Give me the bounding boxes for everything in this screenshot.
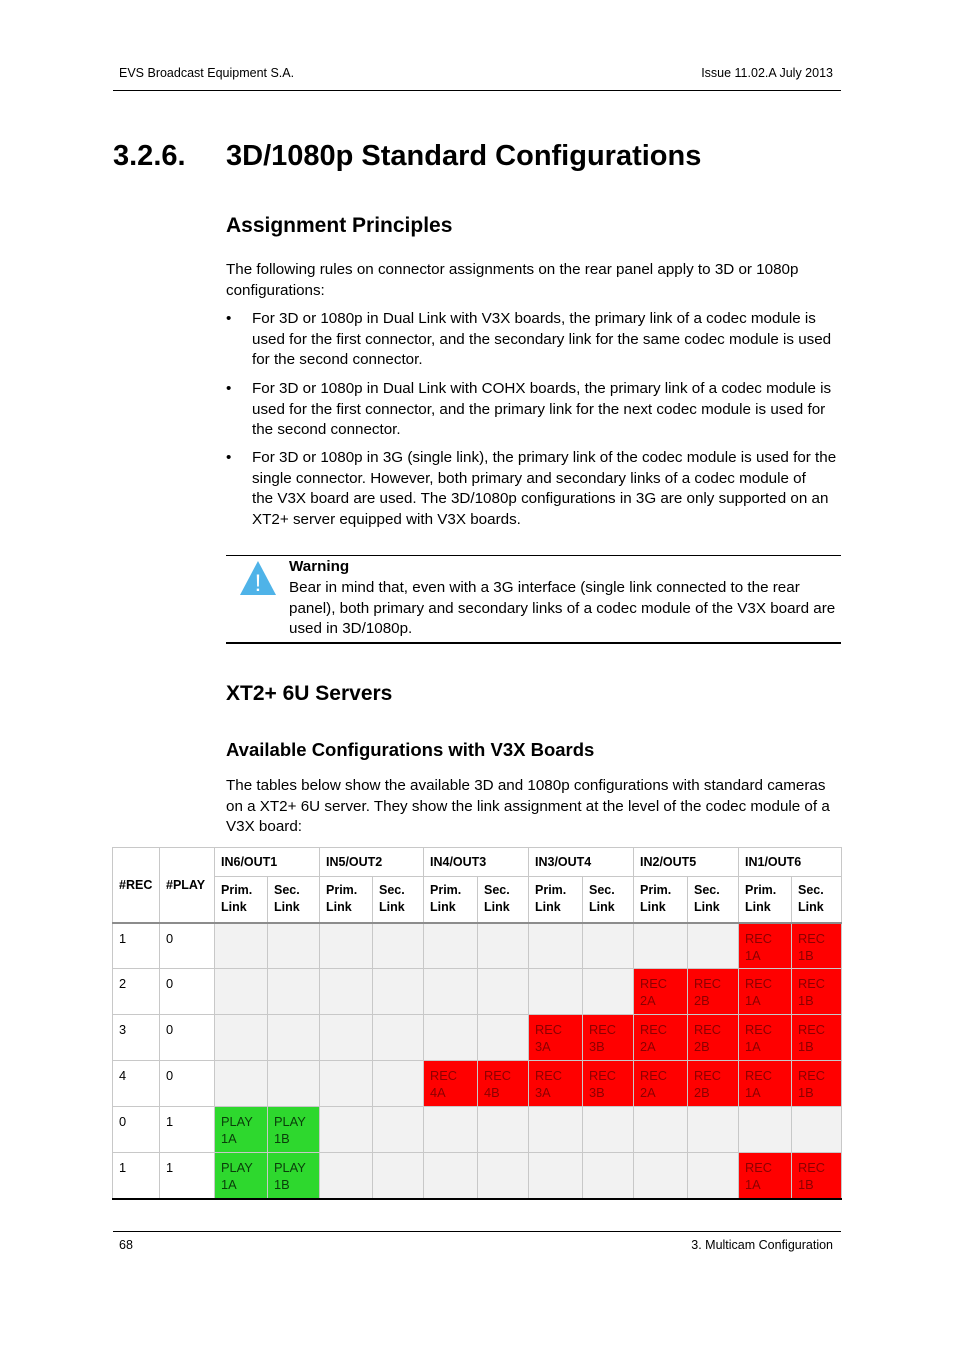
header-company: EVS Broadcast Equipment S.A. <box>119 66 295 80</box>
empty-cell <box>478 923 529 969</box>
rec-link-cell <box>792 1015 842 1061</box>
cell-label: REC <box>640 1068 668 1083</box>
rec-count-cell: 1 <box>113 923 160 969</box>
empty-cell <box>634 1107 688 1153</box>
cell-label: REC <box>745 976 773 991</box>
group-header: IN4/OUT3 <box>424 848 529 877</box>
assignment-intro <box>226 260 842 301</box>
cell-link-id: 2A <box>640 1039 656 1054</box>
empty-cell <box>373 1015 424 1061</box>
assignment-heading: Assignment Principles <box>226 214 453 237</box>
cell-label: PLAY <box>274 1114 306 1129</box>
cell-label: REC <box>694 1022 722 1037</box>
header-line: Link <box>430 900 456 915</box>
bullet-line: For 3D or 1080p in Dual Link with V3X boards, the primary link of a codec module is <box>252 310 816 327</box>
rec-count-cell: 1 <box>113 1153 160 1199</box>
sec-link-header <box>373 877 424 923</box>
cell-label: REC <box>798 1068 826 1083</box>
header-line: Prim. <box>430 883 462 898</box>
header-line: Sec. <box>798 883 824 898</box>
empty-cell <box>688 1107 739 1153</box>
table-row <box>113 1153 842 1199</box>
section-title <box>113 140 701 173</box>
header-line: Link <box>694 900 720 915</box>
cell-link-id: 2A <box>640 993 656 1008</box>
intro-line: on a XT2+ 6U server. They show the link assignment at the level of the codec module of a <box>226 797 830 815</box>
bullet-dot: • <box>226 380 232 397</box>
cell-link-id: 4A <box>430 1085 446 1100</box>
rec-link-cell <box>739 1061 792 1107</box>
rec-link-cell <box>739 1153 792 1199</box>
prim-link-header <box>320 877 373 923</box>
empty-cell <box>268 1015 320 1061</box>
footer-chapter: 3. Multicam Configuration <box>691 1238 833 1252</box>
empty-cell <box>424 923 478 969</box>
cell-label: PLAY <box>221 1160 253 1175</box>
empty-cell <box>529 1153 583 1199</box>
cell-label: REC <box>745 1068 773 1083</box>
empty-cell <box>424 1015 478 1061</box>
empty-cell <box>215 969 268 1015</box>
cell-link-id: 1A <box>221 1177 237 1192</box>
cell-link-id: 1B <box>798 1177 814 1192</box>
rec-link-cell <box>792 1061 842 1107</box>
bullet-line: used for the first connector, and the secondary link for the same codec module is used <box>252 330 832 348</box>
header-line: Sec. <box>379 883 405 898</box>
intro-line: configurations: <box>226 281 325 299</box>
empty-cell <box>424 969 478 1015</box>
empty-cell <box>529 969 583 1015</box>
rec-link-cell <box>478 1061 529 1107</box>
empty-cell <box>320 923 373 969</box>
cell-link-id: 1B <box>274 1131 290 1146</box>
rec-link-cell <box>583 1015 634 1061</box>
header-line: Sec. <box>589 883 615 898</box>
cell-label: REC <box>589 1068 617 1083</box>
cell-link-id: 1B <box>798 1039 814 1054</box>
play-link-cell <box>268 1107 320 1153</box>
play-count-cell: 0 <box>160 1015 215 1061</box>
empty-cell <box>634 923 688 969</box>
cell-label: REC <box>745 1022 773 1037</box>
play-count-cell: 0 <box>160 1061 215 1107</box>
rec-link-cell <box>634 969 688 1015</box>
cell-label: REC <box>640 1022 668 1037</box>
header-line: Link <box>589 900 615 915</box>
rec-link-cell <box>792 1153 842 1199</box>
cell-label: REC <box>745 930 773 946</box>
bullet-item <box>226 309 842 371</box>
empty-cell <box>320 1015 373 1061</box>
intro-line: The tables below show the available 3D and 1080p configurations with standard cameras <box>226 777 826 794</box>
rec-link-cell <box>739 923 792 969</box>
warning-line: panel), both primary and secondary links of a codec module of the V3X board are <box>289 599 836 617</box>
cell-label: REC <box>589 1022 617 1037</box>
bullet-line: the V3X board are used. The 3D/1080p configurations in 3G are only supported on an <box>252 490 829 508</box>
warning-line: Bear in mind that, even with a 3G interface (single link connected to the rear <box>289 579 800 596</box>
cell-link-id: 1B <box>798 1085 814 1100</box>
prim-link-header <box>634 877 688 923</box>
servers-subheading: Available Configurations with V3X Boards <box>226 739 595 760</box>
empty-cell <box>268 923 320 969</box>
header-line: Sec. <box>484 883 510 898</box>
empty-cell <box>688 923 739 969</box>
bullet-line: XT2+ server equipped with V3X boards. <box>252 510 521 528</box>
intro-line: V3X board: <box>226 818 302 836</box>
bullet-line: for the second connector. <box>252 351 423 369</box>
group-header: IN3/OUT4 <box>529 848 634 877</box>
cell-link-id: 1A <box>745 1085 761 1100</box>
rec-link-cell <box>688 969 739 1015</box>
servers-heading: XT2+ 6U Servers <box>226 682 393 705</box>
cell-label: REC <box>798 930 826 946</box>
play-count-cell: 1 <box>160 1153 215 1199</box>
cell-link-id: 3A <box>535 1039 551 1054</box>
cell-link-id: 1A <box>745 947 761 963</box>
col-header-rec: #REC <box>113 848 160 923</box>
cell-label: REC <box>484 1068 512 1083</box>
empty-cell <box>320 1061 373 1107</box>
cell-link-id: 1B <box>274 1177 290 1192</box>
empty-cell <box>583 923 634 969</box>
bullet-line: single connector. However, both primary and secondary links of a codec module of <box>252 469 806 487</box>
empty-cell <box>268 1061 320 1107</box>
empty-cell <box>478 1107 529 1153</box>
configurations-table <box>112 847 842 1200</box>
sec-link-header <box>688 877 739 923</box>
sec-link-header <box>478 877 529 923</box>
rec-link-cell <box>634 1015 688 1061</box>
table-row <box>113 1107 842 1153</box>
cell-link-id: 1B <box>798 947 814 963</box>
empty-cell <box>373 923 424 969</box>
play-count-cell: 0 <box>160 923 215 969</box>
cell-link-id: 4B <box>484 1085 500 1100</box>
empty-cell <box>215 1015 268 1061</box>
servers-intro <box>226 776 842 838</box>
empty-cell <box>373 1107 424 1153</box>
warning-icon-glyph: ! <box>254 570 262 596</box>
empty-cell <box>478 1153 529 1199</box>
table-row <box>113 1015 842 1061</box>
empty-cell <box>215 1061 268 1107</box>
prim-link-header <box>215 877 268 923</box>
cell-link-id: 3B <box>589 1085 605 1100</box>
play-link-cell <box>215 1107 268 1153</box>
cell-label: REC <box>745 1160 773 1175</box>
section-number: 3.2.6. <box>113 140 186 172</box>
header-line: Link <box>484 900 510 915</box>
header-rule <box>113 90 841 91</box>
intro-line: The following rules on connector assignments on the rear panel apply to 3D or 1080p <box>226 261 799 278</box>
bullet-dot: • <box>226 449 232 466</box>
cell-label: PLAY <box>274 1160 306 1175</box>
empty-cell <box>583 1107 634 1153</box>
empty-cell <box>634 1153 688 1199</box>
rec-count-cell: 2 <box>113 969 160 1015</box>
rec-link-cell <box>424 1061 478 1107</box>
cell-link-id: 2B <box>694 993 710 1008</box>
header-line: Link <box>221 900 247 915</box>
empty-cell <box>688 1153 739 1199</box>
cell-link-id: 3B <box>589 1039 605 1054</box>
empty-cell <box>320 1153 373 1199</box>
rec-link-cell <box>688 1015 739 1061</box>
prim-link-header <box>424 877 478 923</box>
warning-text <box>289 578 841 640</box>
cell-label: REC <box>694 1068 722 1083</box>
footer-page-number: 68 <box>119 1238 133 1252</box>
group-header: IN1/OUT6 <box>739 848 842 877</box>
empty-cell <box>268 969 320 1015</box>
cell-label: REC <box>535 1022 563 1037</box>
group-header: IN2/OUT5 <box>634 848 739 877</box>
cell-label: PLAY <box>221 1114 253 1129</box>
play-count-cell: 0 <box>160 969 215 1015</box>
cell-label: REC <box>535 1068 563 1083</box>
empty-cell <box>373 1153 424 1199</box>
rec-link-cell <box>739 1015 792 1061</box>
cell-link-id: 1A <box>745 1039 761 1054</box>
header-line: Link <box>535 900 561 915</box>
header-line: Prim. <box>535 883 567 898</box>
cell-label: REC <box>694 976 722 991</box>
cell-link-id: 2B <box>694 1085 710 1100</box>
rec-link-cell <box>792 969 842 1015</box>
bullet-dot: • <box>226 310 232 327</box>
bullet-item <box>226 379 842 441</box>
bullet-line: used for the first connector, and the primary link for the next codec module is used for <box>252 400 826 418</box>
header-line: Link <box>379 900 405 915</box>
header-line: Link <box>274 900 300 915</box>
header-line: Sec. <box>694 883 720 898</box>
empty-cell <box>373 1061 424 1107</box>
group-header: IN6/OUT1 <box>215 848 320 877</box>
empty-cell <box>583 969 634 1015</box>
rec-link-cell <box>792 923 842 969</box>
sec-link-header <box>268 877 320 923</box>
table-row <box>113 969 842 1015</box>
bullet-line: the second connector. <box>252 421 401 439</box>
rec-link-cell <box>583 1061 634 1107</box>
empty-cell <box>529 923 583 969</box>
footer-rule <box>113 1231 841 1232</box>
empty-cell <box>215 923 268 969</box>
cell-label: REC <box>798 976 826 991</box>
cell-link-id: 2A <box>640 1085 656 1100</box>
col-header-play: #PLAY <box>160 848 215 923</box>
warning-triangle-icon <box>239 560 277 596</box>
table-row <box>113 1061 842 1107</box>
rec-count-cell: 0 <box>113 1107 160 1153</box>
rec-link-cell <box>634 1061 688 1107</box>
cell-link-id: 1A <box>745 993 761 1008</box>
empty-cell <box>424 1107 478 1153</box>
header-line: Prim. <box>745 883 777 898</box>
header-line: Link <box>798 900 824 915</box>
play-link-cell <box>215 1153 268 1199</box>
play-link-cell <box>268 1153 320 1199</box>
rec-link-cell <box>688 1061 739 1107</box>
header-line: Link <box>326 900 352 915</box>
empty-cell <box>739 1107 792 1153</box>
header-line: Sec. <box>274 883 300 898</box>
header-line: Link <box>745 900 771 915</box>
cell-label: REC <box>798 1022 826 1037</box>
empty-cell <box>529 1107 583 1153</box>
empty-cell <box>320 1107 373 1153</box>
sec-link-header <box>792 877 842 923</box>
bullet-line: For 3D or 1080p in Dual Link with COHX boards, the primary link of a codec module is <box>252 380 832 397</box>
empty-cell <box>320 969 373 1015</box>
bullet-item <box>226 448 842 530</box>
header-issue: Issue 11.02.A July 2013 <box>701 66 833 80</box>
group-header: IN5/OUT2 <box>320 848 424 877</box>
prim-link-header <box>739 877 792 923</box>
empty-cell <box>478 969 529 1015</box>
header-line: Prim. <box>640 883 672 898</box>
cell-label: REC <box>430 1068 458 1083</box>
empty-cell <box>792 1107 842 1153</box>
rec-link-cell <box>529 1015 583 1061</box>
header-line: Link <box>640 900 666 915</box>
header-line: Prim. <box>326 883 358 898</box>
cell-link-id: 1A <box>221 1131 237 1146</box>
empty-cell <box>373 969 424 1015</box>
cell-label: REC <box>640 976 668 991</box>
rec-count-cell: 4 <box>113 1061 160 1107</box>
cell-label: REC <box>798 1160 826 1175</box>
rec-link-cell <box>529 1061 583 1107</box>
header-line: Prim. <box>221 883 253 898</box>
bullet-line: For 3D or 1080p in 3G (single link), the primary link of the codec module is used for the <box>252 449 837 466</box>
section-title-text: 3D/1080p Standard Configurations <box>226 140 702 172</box>
empty-cell <box>478 1015 529 1061</box>
cell-link-id: 1A <box>745 1177 761 1192</box>
play-count-cell: 1 <box>160 1107 215 1153</box>
cell-link-id: 1B <box>798 993 814 1008</box>
cell-link-id: 3A <box>535 1085 551 1100</box>
empty-cell <box>583 1153 634 1199</box>
table-row <box>113 923 842 969</box>
cell-link-id: 2B <box>694 1039 710 1054</box>
prim-link-header <box>529 877 583 923</box>
rec-link-cell <box>739 969 792 1015</box>
rec-count-cell: 3 <box>113 1015 160 1061</box>
warning-title: Warning <box>289 558 350 575</box>
empty-cell <box>424 1153 478 1199</box>
sec-link-header <box>583 877 634 923</box>
warning-line: used in 3D/1080p. <box>289 620 413 638</box>
